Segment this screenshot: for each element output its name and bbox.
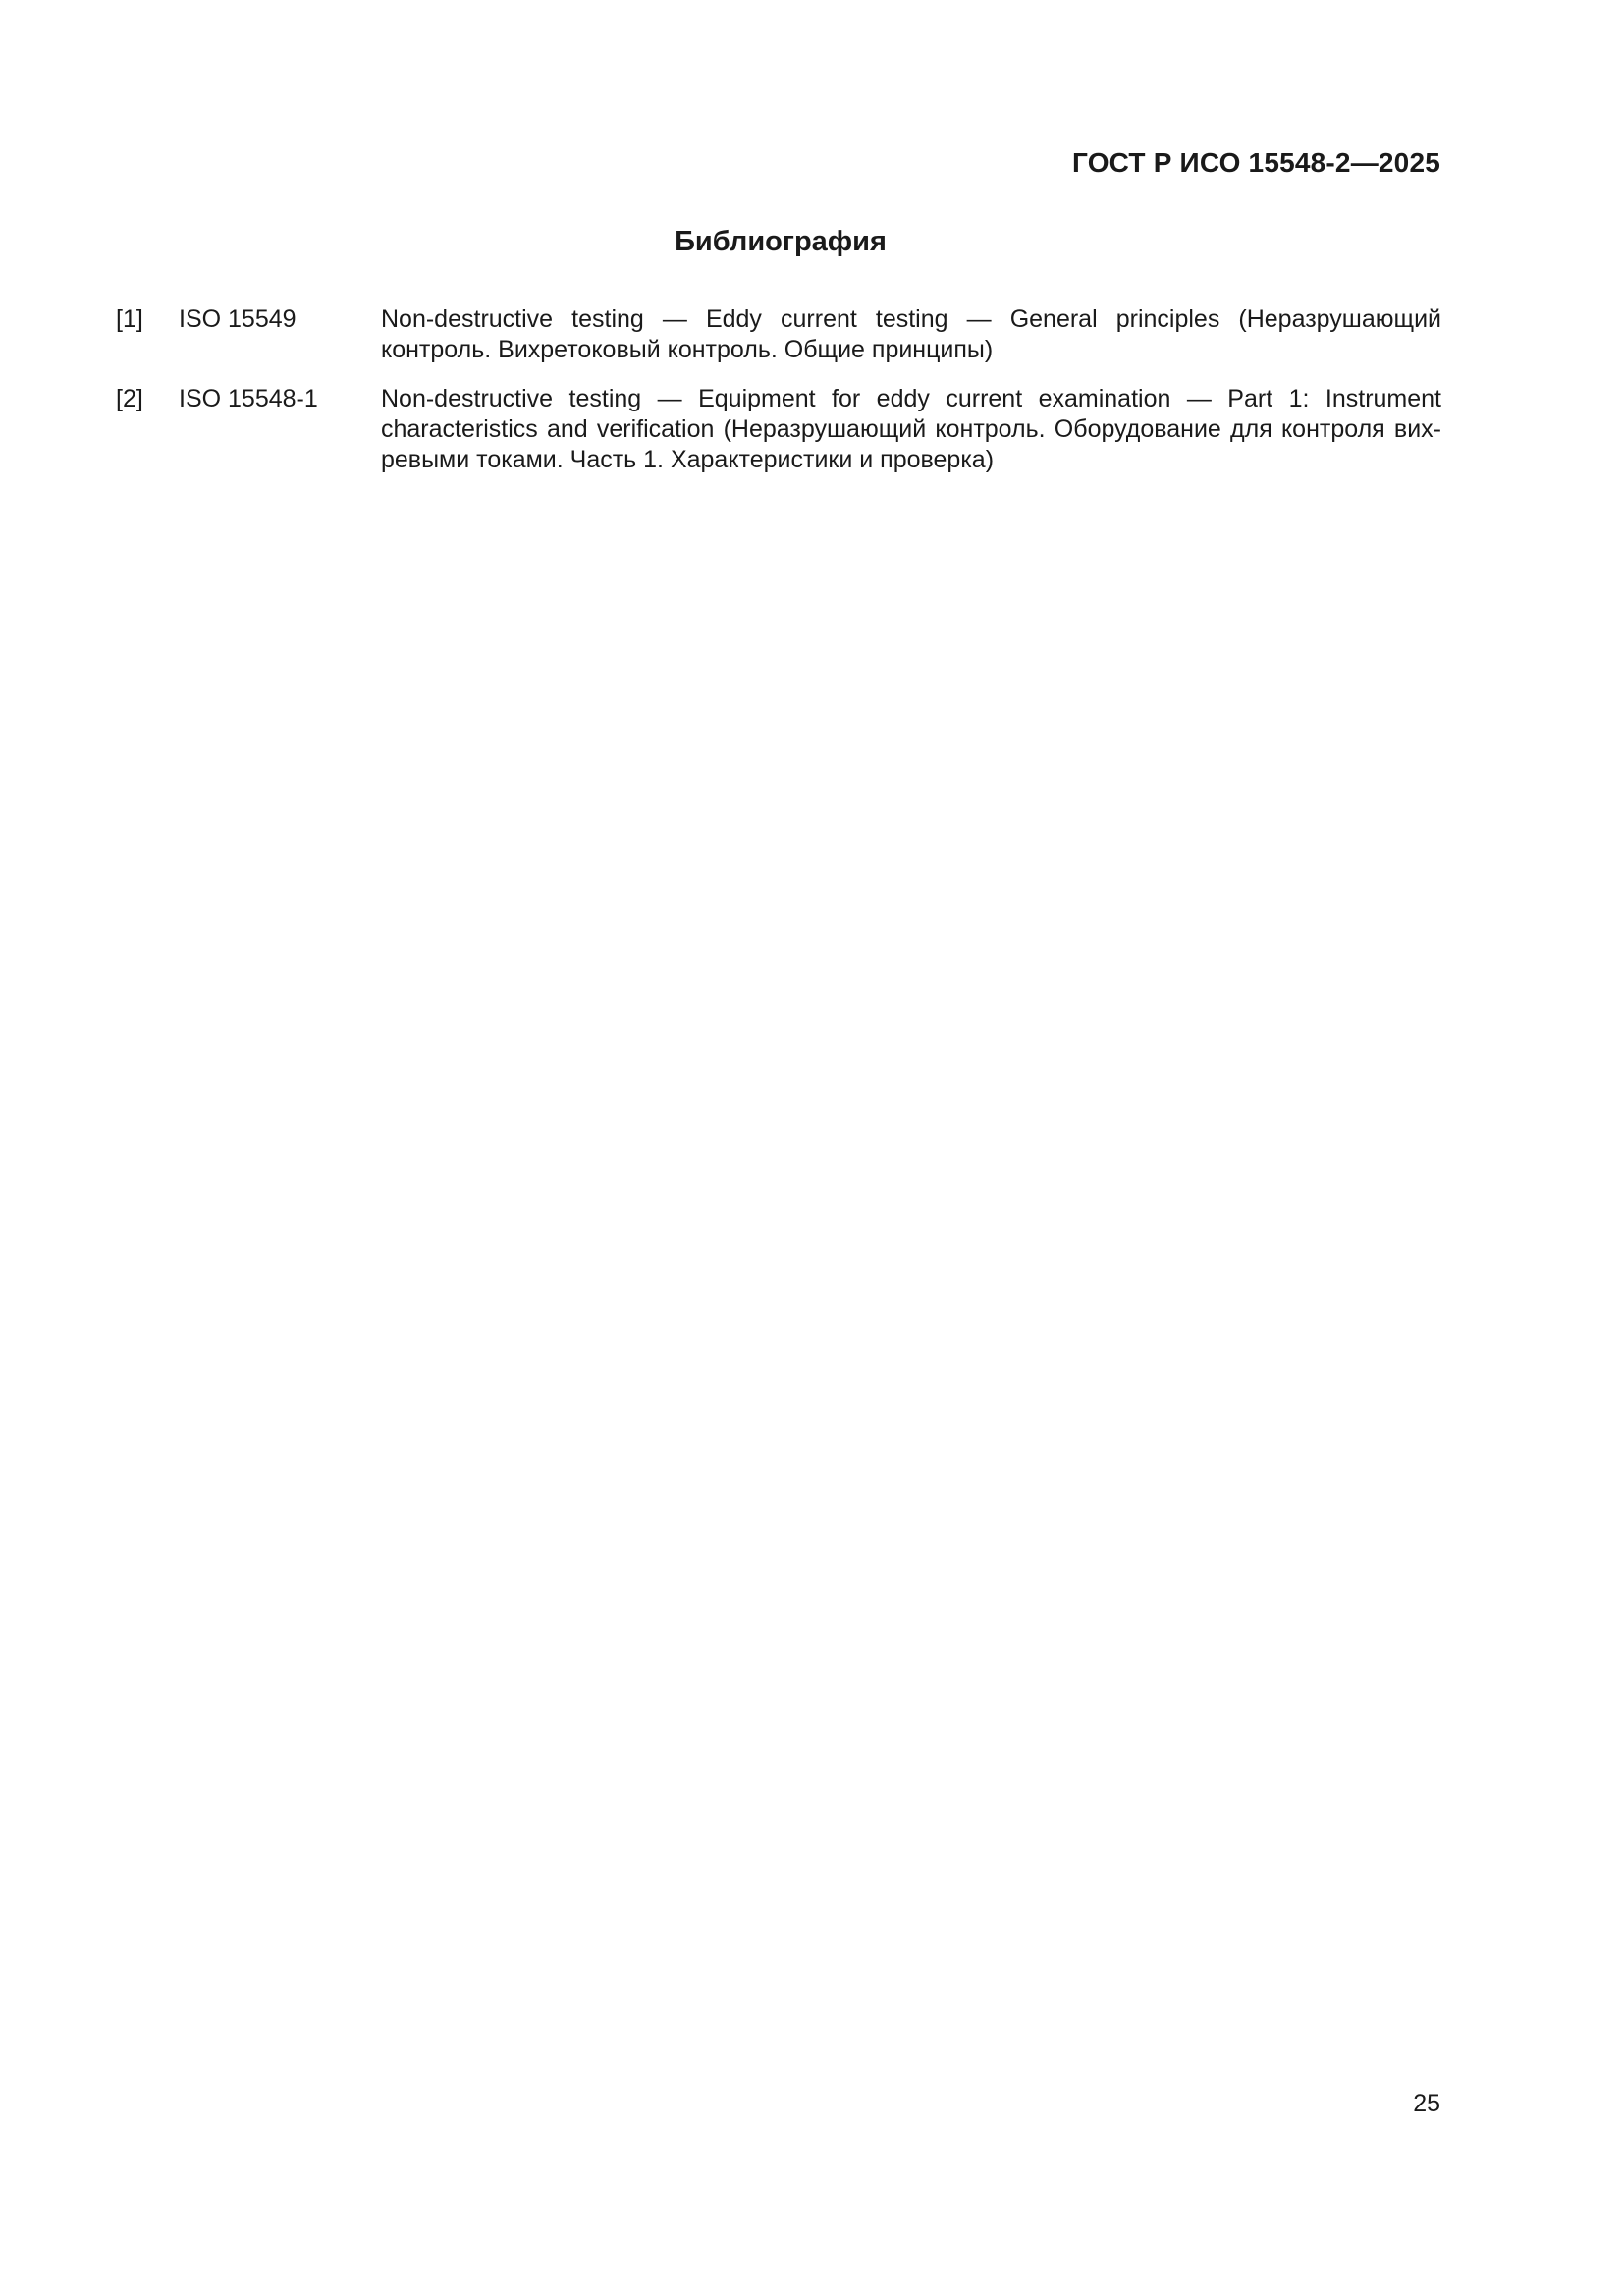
bibliography-entry [116, 304, 1441, 365]
entry-number: [2] [116, 385, 143, 412]
document-code: ГОСТ Р ИСО 15548-2—2025 [1072, 147, 1440, 178]
section-title: Библиография [675, 226, 887, 257]
entry-reference: ISO 15548-1 [179, 385, 318, 412]
entry-title: Non-destructive testing — Eddy current testing — General principles (Неразрушающий контроль. Вихретоковый контроль. Общие принципы) [381, 305, 1441, 363]
entry-reference: ISO 15549 [179, 305, 297, 333]
bibliography-list [116, 304, 1441, 494]
entry-title: Non-destructive testing — Equipment for eddy current examination — Part 1: Instrument characteristics and verification (Неразрушающий контроль. Оборудование для контроля вихревыми токами. Часть 1. Характеристики и проверка) [381, 385, 1441, 473]
entry-number: [1] [116, 305, 143, 333]
bibliography-entry [116, 384, 1441, 475]
page-number: 25 [1413, 2090, 1440, 2117]
